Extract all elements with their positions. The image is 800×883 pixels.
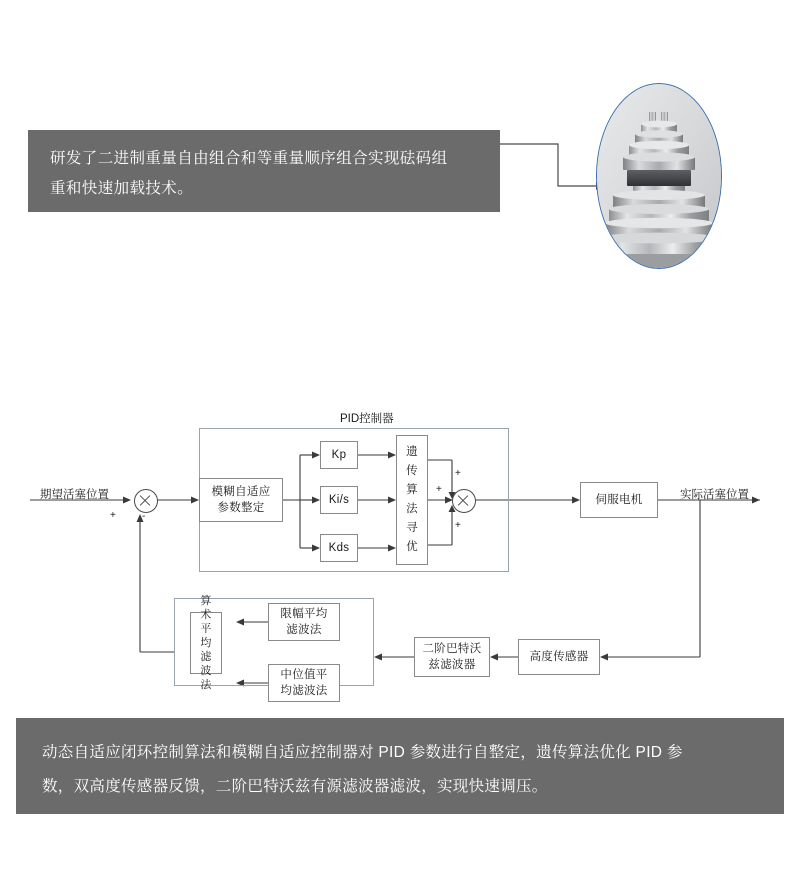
block-ki: Ki/s — [320, 486, 358, 514]
sum2-plus-left: + — [436, 484, 442, 495]
input-label: 期望活塞位置 — [40, 489, 109, 501]
butterworth-line-1: 二阶巴特沃 — [422, 643, 482, 655]
summing-junction-2 — [452, 489, 476, 513]
block-arithmetic-mean-filter — [190, 595, 222, 691]
fuzzy-line-1: 模糊自适应 — [211, 486, 271, 498]
median-avg-line-2: 均滤波法 — [280, 685, 328, 697]
block-kp: Kp — [320, 441, 358, 469]
top-callout-banner — [28, 130, 500, 212]
ga-char-3: 算 — [406, 484, 418, 496]
arith-char-2: 术 — [200, 609, 212, 621]
control-block-diagram — [0, 400, 800, 710]
block-servo-motor: 伺服电机 — [580, 482, 658, 518]
block-butterworth-filter — [414, 637, 490, 677]
limit-avg-line-2: 滤波法 — [286, 624, 322, 636]
median-avg-line-1: 中位值平 — [280, 669, 328, 681]
arith-char-6: 波 — [200, 665, 212, 677]
weight-stack-illustration — [597, 84, 721, 268]
sum1-minus-sign: - — [142, 511, 146, 522]
top-callout-line-2: 重和快速加载技术。 — [50, 180, 194, 197]
ga-char-6: 优 — [406, 541, 418, 553]
pid-controller-title: PID控制器 — [340, 413, 394, 425]
ga-char-1: 遗 — [406, 446, 418, 458]
block-kds: Kds — [320, 534, 358, 562]
sum2-plus-top: + — [455, 468, 461, 479]
callout-connector-line — [500, 140, 610, 196]
arith-char-3: 平 — [200, 623, 212, 635]
bottom-banner-line-2: 数，双高度传感器反馈，二阶巴特沃兹有源滤波器滤波，实现快速调压。 — [42, 778, 548, 795]
block-height-sensor: 高度传感器 — [518, 639, 600, 675]
arith-char-5: 滤 — [200, 651, 212, 663]
block-fuzzy-adaptive-tuning — [199, 478, 283, 522]
ga-char-4: 法 — [406, 503, 418, 515]
block-genetic-algorithm — [396, 435, 428, 565]
fuzzy-line-2: 参数整定 — [217, 502, 265, 514]
arith-char-7: 法 — [200, 679, 212, 691]
output-label: 实际活塞位置 — [680, 489, 749, 501]
bottom-banner-line-1: 动态自适应闭环控制算法和模糊自适应控制器对 PID 参数进行自整定，遗传算法优化 PID 参 — [42, 744, 683, 761]
block-median-average-filter — [268, 664, 340, 702]
limit-avg-line-1: 限幅平均 — [280, 608, 328, 620]
butterworth-line-2: 兹滤波器 — [428, 659, 476, 671]
sum2-plus-bottom: + — [455, 520, 461, 531]
arith-char-4: 均 — [200, 637, 212, 649]
ga-char-5: 寻 — [406, 522, 418, 534]
top-callout-line-1: 研发了二进制重量自由组合和等重量顺序组合实现砝码组 — [50, 150, 448, 167]
arith-char-1: 算 — [200, 595, 212, 607]
bottom-description-banner — [16, 718, 784, 814]
ga-char-2: 传 — [406, 465, 418, 477]
sum1-plus-sign: + — [110, 510, 116, 521]
stacked-weights-photo — [596, 83, 722, 269]
block-limiting-average-filter — [268, 603, 340, 641]
summing-junction-1 — [134, 489, 158, 513]
